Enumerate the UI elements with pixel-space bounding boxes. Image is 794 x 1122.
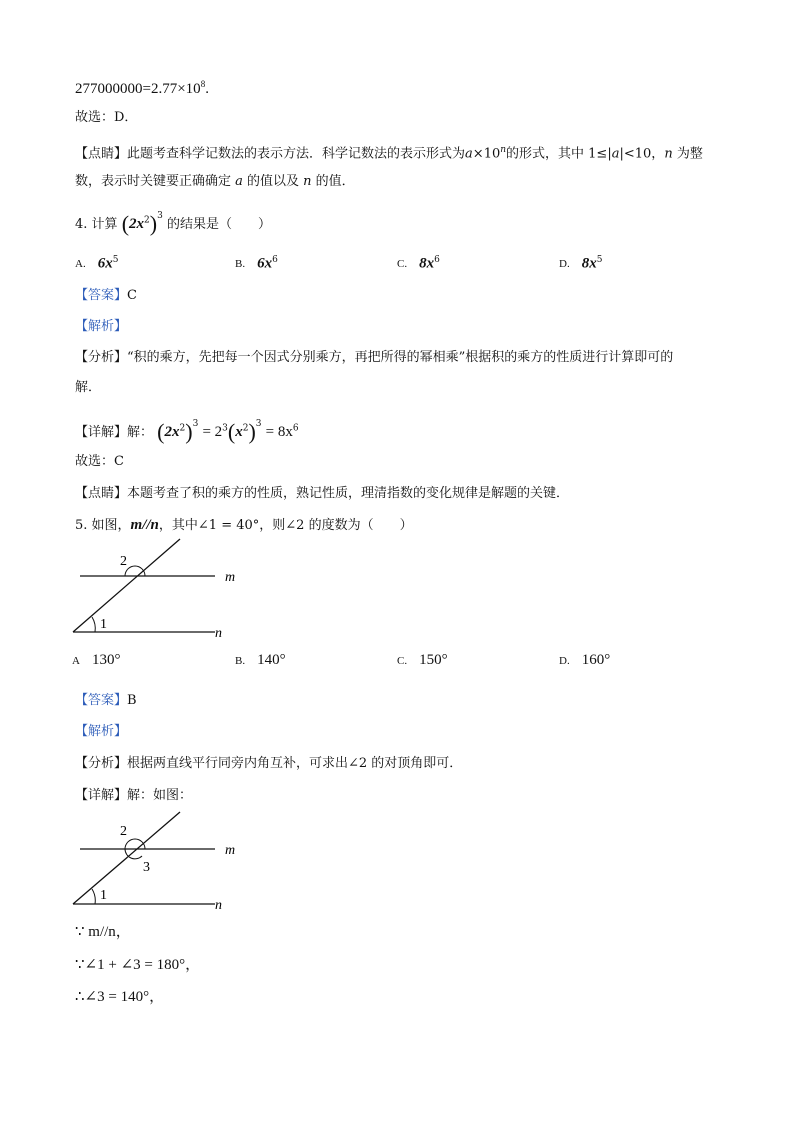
comment-text: 的值以及: [242, 174, 304, 189]
q5-detail-figure: [70, 808, 250, 916]
exp-n: n: [500, 145, 507, 155]
paren: ): [185, 419, 193, 444]
var-a: a: [465, 146, 473, 162]
label-n: n: [215, 898, 222, 913]
detail-base: 2x: [164, 424, 180, 440]
detail-tag: 【详解】: [75, 425, 128, 440]
option-var: x: [105, 255, 113, 272]
detail-var: x: [235, 424, 243, 440]
q4-analysis-tag: 【解析】: [75, 319, 128, 334]
question-5-condition: m//n: [130, 517, 159, 533]
answer-value: C: [127, 288, 137, 303]
option-value: 150°: [419, 652, 448, 668]
option-var: x: [426, 255, 435, 272]
label-n: n: [215, 626, 222, 641]
answer-tag: 【答案】: [75, 693, 128, 708]
detail-eq: = 2: [202, 424, 223, 440]
option-label: C.: [397, 258, 408, 271]
fenxi-text: 根据两直线平行同旁内角互补，可求出∠2 的对顶角即可．: [127, 756, 463, 771]
detail-inner-exp: 2: [242, 423, 249, 434]
detail-text: 解：如图：: [127, 788, 193, 803]
option-label: B.: [235, 655, 246, 667]
q5-option-b[interactable]: [235, 650, 286, 671]
paren: (: [157, 419, 165, 444]
question-5-tail: ，其中∠1 = 40°，则∠2 的度数为（ ）: [158, 518, 413, 533]
question-4-suffix: 的结果是（ ）: [166, 217, 271, 232]
label-m: m: [225, 843, 236, 858]
q5-analysis-tag: 【解析】: [75, 724, 128, 739]
comment-text: 数，表示时关键要正确确定: [75, 174, 236, 189]
paren: (: [121, 211, 130, 236]
option-coef: 8: [581, 255, 590, 272]
option-label: D.: [559, 655, 570, 667]
q4-fenxi-line1: [75, 348, 673, 368]
times-ten: ×10: [472, 146, 501, 162]
angle-1-arc: [92, 617, 95, 632]
var-a: a: [611, 146, 620, 162]
paren: ): [149, 211, 158, 236]
q4-detail: [75, 414, 299, 443]
question-4-inner-exp: 2: [144, 215, 150, 226]
comment-tag: 【点睛】: [75, 146, 128, 162]
q4-option-b[interactable]: [235, 250, 278, 274]
q4-option-d[interactable]: [559, 250, 602, 274]
option-exp: 6: [272, 255, 278, 265]
paren: ): [248, 419, 256, 444]
detail-result-exp: 6: [292, 423, 299, 434]
q5-option-c[interactable]: [397, 650, 448, 671]
question-4-outer-exp: 3: [157, 211, 163, 221]
option-coef: 6: [97, 255, 106, 272]
comment-text: 为整: [672, 146, 703, 162]
previous-comment-line2: [75, 172, 355, 192]
previous-answer: 故选：D．: [75, 110, 138, 125]
label-1: 1: [100, 888, 107, 903]
angle-1-arc: [92, 889, 95, 904]
sci-exponent: 8: [200, 79, 206, 89]
sci-mantissa: 2.77×10: [150, 81, 201, 97]
scientific-notation-line: $277000000=2.77\times 10^8$.: [75, 79, 209, 97]
label-3: 3: [143, 860, 150, 875]
q5-detail: [75, 786, 192, 806]
q4-option-a[interactable]: [75, 250, 118, 274]
option-var: x: [264, 255, 273, 272]
q5-step-3: ∴∠3 = 140°，: [75, 989, 165, 1005]
option-label: A.: [75, 258, 86, 271]
question-5-number: 5. 如图，: [75, 518, 131, 533]
q5-figure: [70, 535, 250, 645]
question-4: [75, 206, 271, 235]
fenxi-text: “积的乘方，先把每一个因式分别乘方，再把所得的幂相乘”根据积的乘方的性质进行计算即可的: [127, 350, 674, 365]
option-label: A: [72, 655, 80, 667]
comment-text: 此题考查科学记数法的表示方法．科学记数法的表示形式为: [127, 146, 466, 162]
option-var: x: [589, 255, 597, 272]
comment-text: 的值．: [311, 174, 355, 189]
option-value: 160°: [581, 652, 611, 668]
q5-option-a[interactable]: [72, 650, 120, 671]
comment-text: 的形式，其中 1≤|: [506, 146, 612, 162]
option-label: D.: [559, 258, 570, 271]
q4-answer: [75, 286, 137, 306]
q5-step-1: ∵ m//n，: [75, 924, 131, 940]
option-exp: 5: [112, 255, 119, 265]
var-n: n: [303, 174, 312, 189]
comment-text: 本题考查了积的乘方的性质，熟记性质，理清指数的变化规律是解题的关键．: [127, 486, 570, 501]
q4-choose: 故选：C: [75, 454, 124, 469]
label-2: 2: [120, 824, 127, 839]
var-a: a: [235, 174, 243, 189]
q5-step-2: ∵∠1 + ∠3 = 180°，: [75, 957, 201, 973]
label-m: m: [225, 570, 236, 585]
angle-2-arc: [125, 566, 145, 576]
detail-outer-exp: 3: [255, 419, 262, 429]
var-n: n: [664, 146, 673, 162]
comment-tag: 【点睛】: [75, 486, 128, 501]
question-4-number: 4. 计算: [75, 217, 118, 232]
option-exp: 6: [434, 255, 440, 265]
detail-outer-exp: 3: [192, 419, 199, 429]
q4-fenxi-line2: 解．: [75, 380, 102, 395]
detail-result: = 8x: [265, 424, 293, 440]
question-4-base: 2x: [129, 216, 145, 232]
q4-comment: [75, 484, 569, 504]
q5-fenxi: [75, 754, 462, 774]
sci-lhs: 277000000: [75, 81, 143, 97]
q5-option-d[interactable]: [559, 650, 610, 671]
fenxi-tag: 【分析】: [75, 756, 128, 771]
paren: (: [227, 419, 236, 444]
option-coef: 6: [257, 255, 265, 272]
option-value: 140°: [257, 652, 286, 668]
transversal: [73, 539, 180, 632]
detail-prefix: 解：: [127, 425, 154, 440]
label-2: 2: [120, 554, 127, 569]
answer-tag: 【答案】: [75, 288, 128, 303]
option-label: B.: [235, 258, 246, 271]
comment-text: |<10，: [619, 146, 665, 162]
previous-comment-line1: [75, 140, 703, 164]
detail-inner-exp: 2: [179, 423, 186, 434]
fenxi-tag: 【分析】: [75, 350, 128, 365]
detail-tag: 【详解】: [75, 788, 128, 803]
q4-option-c[interactable]: [397, 250, 440, 274]
q5-answer: [75, 691, 137, 711]
question-5: [75, 515, 413, 536]
detail-eq-exp: 3: [222, 423, 228, 434]
option-coef: 8: [419, 255, 427, 272]
option-value: 130°: [91, 652, 121, 668]
option-exp: 5: [596, 255, 603, 265]
answer-value: B: [127, 693, 137, 708]
option-label: C.: [397, 655, 408, 667]
label-1: 1: [100, 617, 107, 632]
